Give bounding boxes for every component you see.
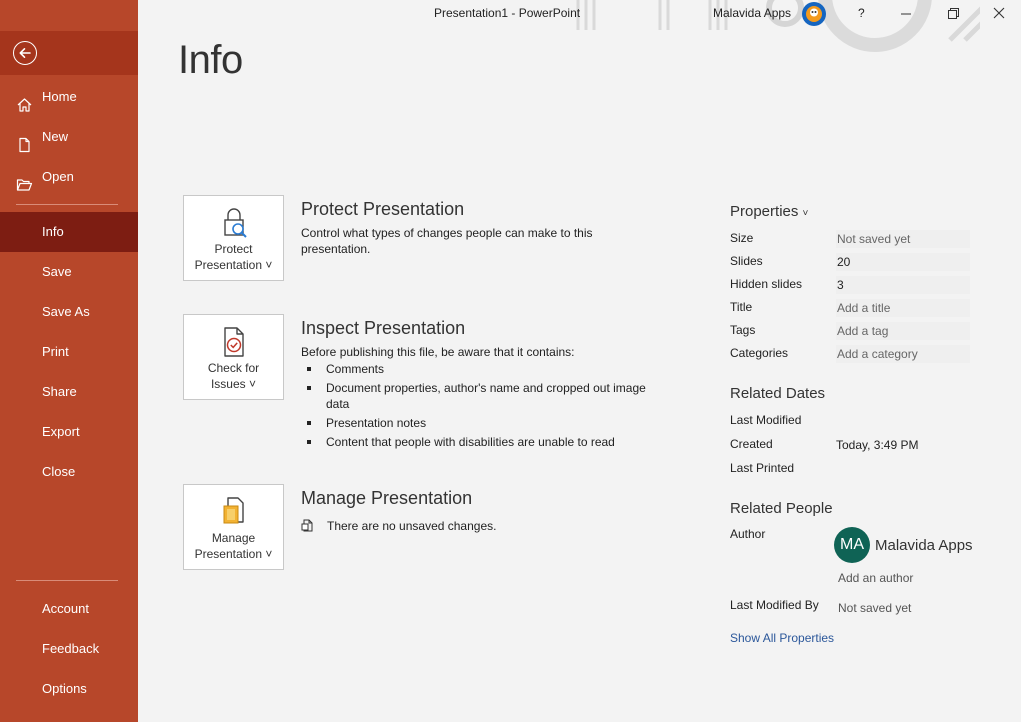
page-title: Info [178,38,243,82]
property-value: 3 [836,276,970,294]
property-key: Hidden slides [730,277,803,291]
lock-search-icon [217,206,251,240]
sidebar-item-close[interactable] [0,452,138,492]
property-key: Size [730,231,754,245]
inspect-title: Inspect Presentation [301,318,466,338]
manage-title: Manage Presentation [301,488,473,508]
sidebar-item-open[interactable] [0,157,138,197]
author-name[interactable]: Malavida Apps [875,537,973,554]
protect-title: Protect Presentation [301,199,465,219]
chevron-down-icon: ˅ [802,208,809,219]
sidebar-item-print[interactable] [0,332,138,372]
property-key: Categories [730,346,789,360]
backstage-sidebar [0,0,138,722]
chevron-down-icon: ˅ [265,547,273,561]
sidebar-item-export[interactable] [0,412,138,452]
add-author-field[interactable]: Add an author [838,571,914,585]
list-item: Presentation notes [301,415,661,431]
sidebar-item-new[interactable] [0,117,138,157]
protect-description [301,225,593,257]
list-item: Content that people with disabilities are unable to read [301,434,661,450]
tile-label: Issues [210,377,246,391]
tile-label: Presentation [194,547,263,561]
property-key: Created [730,437,773,451]
window-title: Presentation1 - PowerPoint [434,6,581,20]
property-value: Today, 3:49 PM [836,438,919,452]
title-field[interactable]: Add a title [836,299,970,317]
properties-header[interactable] [730,203,808,220]
property-key: Last Printed [730,461,795,475]
sidebar-item-save[interactable] [0,252,138,292]
document-versions-icon [217,495,251,529]
account-name[interactable]: Malavida Apps [713,6,792,20]
sidebar-divider [16,204,118,205]
chevron-down-icon: ˅ [265,258,273,272]
sidebar-item-label: Share [42,384,77,399]
sidebar-item-label: Export [42,424,80,439]
document-check-icon [217,325,251,359]
account-avatar[interactable] [802,2,826,26]
manage-description: There are no unsaved changes. [327,519,497,533]
property-value: 20 [836,253,970,271]
related-dates-header: Related Dates [730,385,826,402]
property-key: Tags [730,323,756,337]
property-key: Last Modified By [730,598,819,612]
tile-label: Presentation [194,258,263,272]
chevron-down-icon: ˅ [249,377,257,391]
inspect-description: Before publishing this file, be aware that it contains: [301,345,575,359]
property-value: Not saved yet [838,601,912,615]
tile-label: Manage [211,531,256,545]
sidebar-item-label: Save As [42,304,90,319]
inspect-issues-list [301,361,661,453]
minimize-icon[interactable] [891,2,921,26]
home-icon [16,89,33,105]
sidebar-item-label: Print [42,344,69,359]
sidebar-item-home[interactable] [0,77,138,117]
property-key: Last Modified [730,413,802,427]
sidebar-item-save-as[interactable] [0,292,138,332]
restore-icon[interactable] [938,2,968,26]
document-icon [301,518,315,532]
back-arrow-icon [13,41,37,65]
sidebar-item-label: Save [42,264,72,279]
sidebar-item-share[interactable] [0,372,138,412]
back-button[interactable] [0,31,138,75]
show-all-properties-link[interactable]: Show All Properties [730,631,835,645]
related-people-header: Related People [730,500,833,517]
description-line: Control what types of changes people can make to this [301,226,593,240]
sidebar-item-label: Open [42,169,74,184]
title-bar [138,0,1021,28]
close-icon[interactable] [984,2,1014,26]
tile-label: Protect [214,242,253,256]
sidebar-item-label: Home [42,89,77,104]
properties-header-label: Properties [730,203,799,220]
sidebar-item-label: New [42,129,69,144]
property-value: Not saved yet [836,230,970,248]
property-key: Title [730,300,753,314]
manage-presentation-button[interactable] [183,484,284,570]
sidebar-item-info[interactable] [0,212,138,252]
protect-presentation-button[interactable] [183,195,284,281]
sidebar-item-account[interactable] [0,589,138,629]
avatar[interactable]: MA [834,527,870,563]
tile-label: Check for [207,361,260,375]
list-item: Document properties, author's name and cropped out image data [301,380,661,412]
list-item: Comments [301,361,661,377]
new-document-icon [16,129,33,145]
help-button[interactable]: ? [858,6,865,20]
sidebar-item-label: Close [42,464,76,479]
sidebar-item-feedback[interactable] [0,629,138,669]
property-key: Slides [730,254,763,268]
sidebar-item-label: Options [42,681,87,696]
tags-field[interactable]: Add a tag [836,322,970,340]
sidebar-item-options[interactable] [0,669,138,709]
categories-field[interactable]: Add a category [836,345,970,363]
folder-open-icon [16,169,33,185]
check-for-issues-button[interactable] [183,314,284,400]
sidebar-divider [16,580,118,581]
sidebar-item-label: Account [42,601,89,616]
sidebar-item-label: Info [42,224,64,239]
description-line: presentation. [301,242,371,256]
sidebar-item-label: Feedback [42,641,100,656]
property-key: Author [730,527,766,541]
